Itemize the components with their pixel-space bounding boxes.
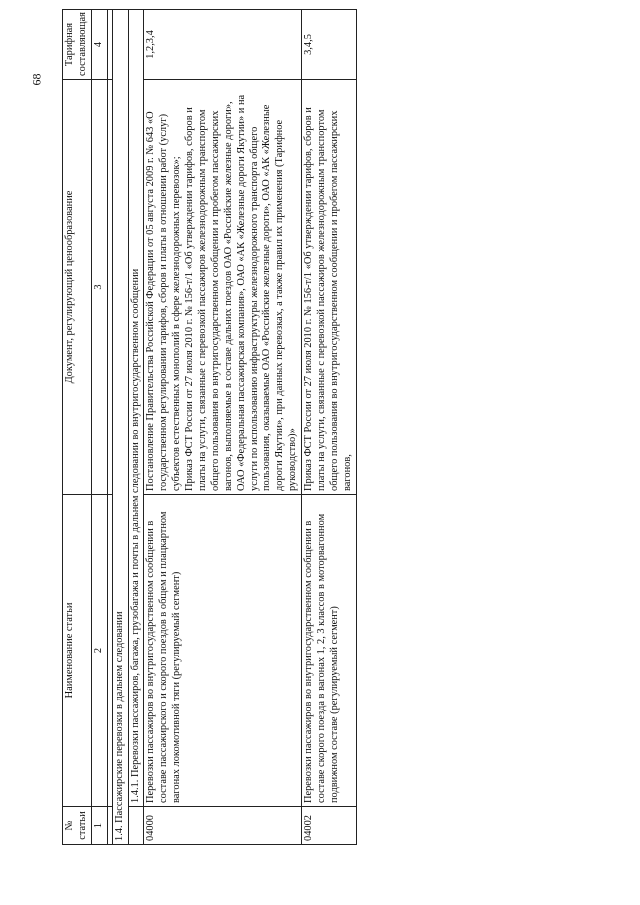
row-number: 04000	[144, 807, 302, 845]
rotated-table-container	[62, 10, 502, 845]
subsection-title: 1.4.1. Перевозки пассажиров, багажа, грузобагажа и почты в дальнем следовании во внутригосударственном сообщении	[128, 10, 144, 807]
column-number: 3	[91, 80, 107, 495]
column-number: 1	[91, 807, 107, 845]
column-number: 2	[91, 495, 107, 807]
header-no: № статьи	[63, 807, 92, 845]
row-document: Приказ ФСТ России от 27 июля 2010 г. № 156-т/1 «Об утверждении тарифов, сборов и платы на услуги, связанные с перевозкой пассажиров железнодорожным транспортом общего пользования во внутригосударственном сообщении и пробегом пассажирских вагонов,	[302, 80, 357, 495]
page-number: 68	[29, 73, 44, 86]
row-tariff: 3,4,5	[302, 10, 357, 80]
header-tariff: Тарифная составляющая	[63, 10, 92, 80]
section-title: 1.4. Пассажирские перевозки в дальнем следовании	[112, 10, 128, 845]
row-document: Постановление Правительства Российской Федерации от 05 августа 2009 г. № 643 «О государственном регулировании тарифов, сборов и платы в отношении работ (услуг) субъектов естественных монополий в сфере железнодорожных перевозок»; Приказ ФСТ России от 27 июля 2010 г. № 156-т/1 «Об утверждении тарифов, сборов и платы на услуги, связанные с перевозкой пассажиров железнодорожным транспортом общего пользования во внутригосударственном сообщении и пробегом пассажирских вагонов, выполняемые в составе дальних поездов ОАО «Российские железные дороги», ОАО «Федеральная пассажирская компания», ОАО «АК «Железные дороги Якутии» и на услуги по использованию инфраструктуры железнодорожного транспорта общего пользования, оказываемые ОАО «Российские железные дороги», ОАО «АК «Железные дороги Якутии», при данных перевозках, а также правил их применения (Тарифное руководство)»	[144, 80, 302, 495]
table-row	[144, 10, 302, 845]
row-name: Перевозки пассажиров во внутригосударственном сообщении в составе скорого поезда в вагонах 1, 2, 3 классов в моторвагонном подвижном составе (регулируемый сегмент)	[302, 495, 357, 807]
row-name: Перевозки пассажиров во внутригосударственном сообщении в составе пассажирского и скорого поездов в общем и плацкартном вагонах локомотивной тяги (регулируемый сегмент)	[144, 495, 302, 807]
header-row	[63, 10, 92, 845]
row-number: 04002	[302, 807, 357, 845]
row-tariff: 1,2,3,4	[144, 10, 302, 80]
column-number-row	[91, 10, 107, 845]
tariff-table	[62, 9, 357, 845]
subsection-row	[128, 10, 144, 845]
column-number: 4	[91, 10, 107, 80]
header-name: Наименование статьи	[63, 495, 92, 807]
header-doc: Документ, регулирующий ценообразование	[63, 80, 92, 495]
table-row	[302, 10, 357, 845]
section-row	[112, 10, 128, 845]
